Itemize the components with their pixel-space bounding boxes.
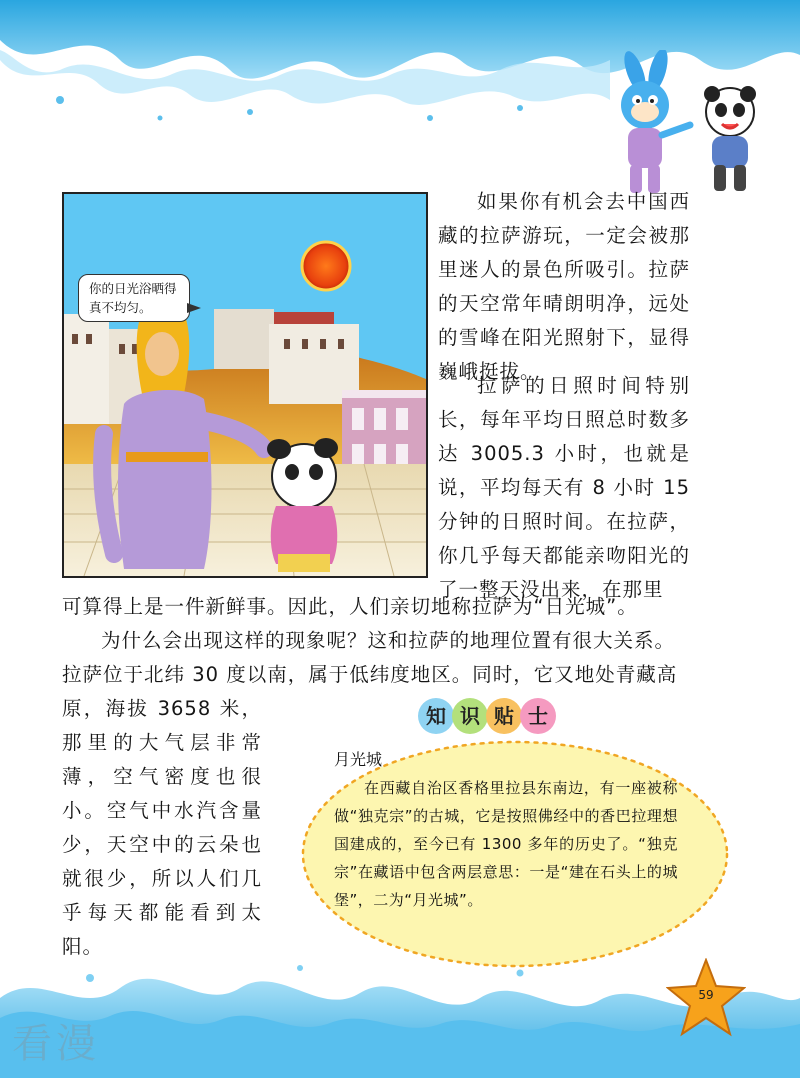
tip-body: 在西藏自治区香格里拉县东南边，有一座被称做“独克宗”的古城，它是按照佛经中的香巴拉理想国建成的，至今已有 1300 多年的历史了。“独克宗”在藏语中包含两层意思：一是“建在石头上的城堡”，二为“月光城”。 (334, 779, 678, 909)
comic-panel (62, 192, 428, 578)
paragraph-sunshine-end: 可算得上是一件新鲜事。因此，人们亲切地称拉萨为“日光城”。 (62, 595, 638, 618)
watermark: 看漫 (12, 1021, 100, 1067)
speech-bubble: 你的日光浴晒得真不均匀。 (78, 274, 190, 322)
tip-title-char: 识 (452, 698, 488, 734)
paragraph-reason-cont: 拉萨位于北纬 30 度以南，属于低纬度地区。同时，它又地处青藏高 (62, 663, 678, 686)
paragraph-sunshine: 拉萨的日照时间特别长，每年平均日照总时数多达 3005.3 小时，也就是说，平均每天有 8 小时 15 分钟的日照时间。在拉萨，你几乎每天都能亲吻阳光的 (438, 374, 690, 567)
paragraph-reason: 为什么会出现这样的现象呢？这和拉萨的地理位置有很大关系。 (101, 629, 676, 652)
tip-title-char: 贴 (486, 698, 522, 734)
tip-title-char: 士 (520, 698, 556, 734)
tip-heading: 月光城 (334, 750, 383, 769)
paragraph-intro: 如果你有机会去中国西藏的拉萨游玩，一定会被那里迷人的景色所吸引。拉萨的天空常年晴朗明净，远处的雪峰在阳光照射下，显得巍峨挺拔。 (438, 190, 690, 383)
paragraph-sunshine-cont: 了一整天没出来，在那里 (438, 578, 664, 601)
tip-title-char: 知 (418, 698, 454, 734)
tip-title (418, 694, 558, 740)
page-number: 59 (698, 988, 714, 1002)
mascot-characters-illustration (590, 50, 790, 200)
lhasa-comic-illustration (64, 194, 426, 576)
paragraph-reason-end: 原，海拔 3658 米，那里的大气层非常薄，空气密度也很小。空气中水汽含量少，天空中的云朵也就很少，所以人们几乎每天都能看到太阳。 (62, 697, 262, 958)
